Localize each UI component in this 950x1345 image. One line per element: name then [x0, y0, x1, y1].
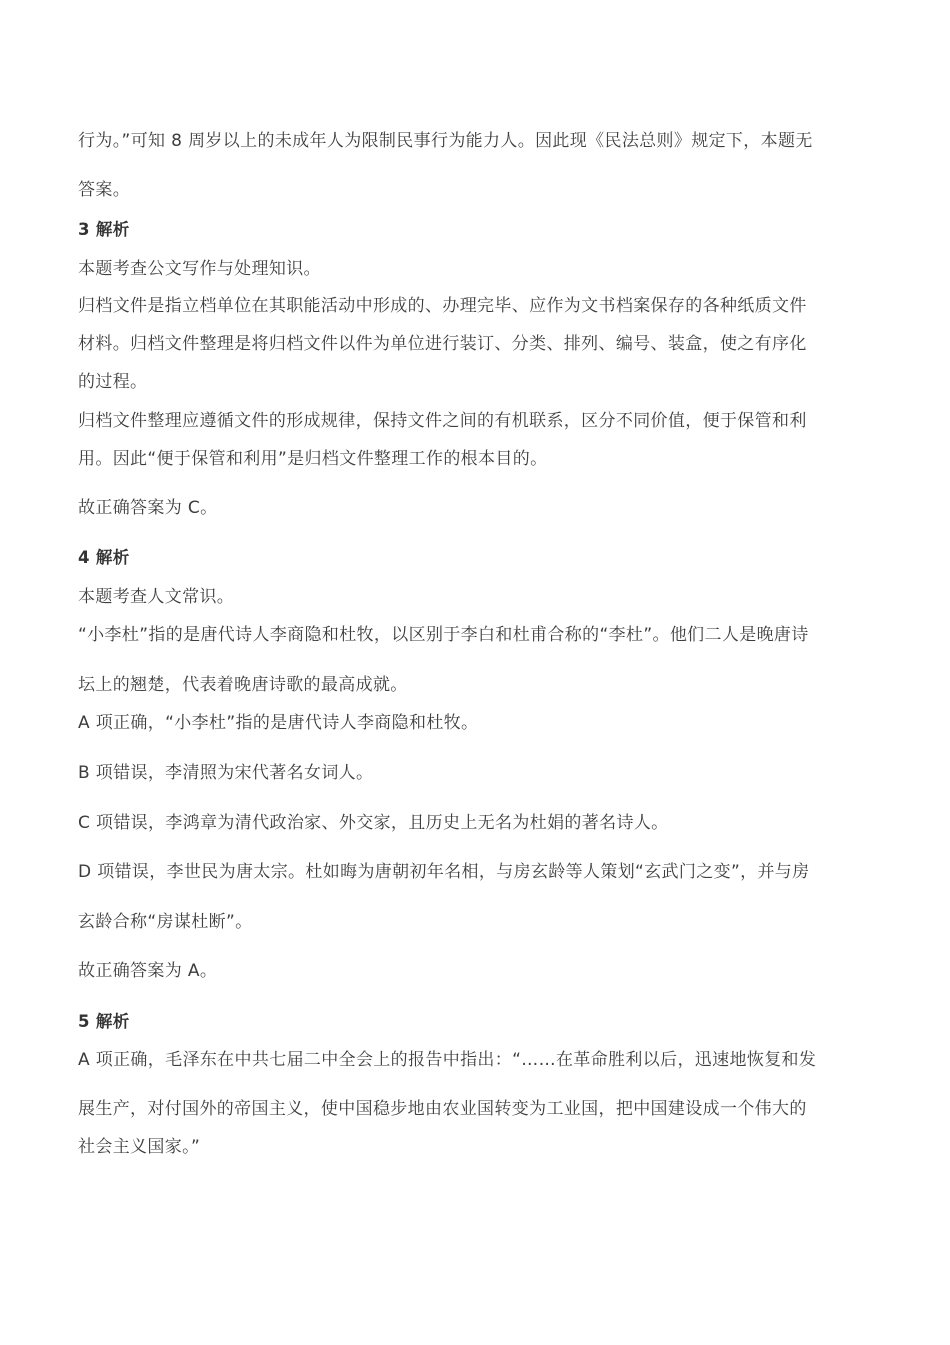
paragraph-line: A 项正确，“小李杜”指的是唐代诗人李商隐和杜牧。 — [78, 713, 479, 733]
answer-line: 故正确答案为 C。 — [78, 498, 218, 518]
paragraph-line: 归档文件是指立档单位在其职能活动中形成的、办理完毕、应作为文书档案保存的各种纸质文件 — [78, 296, 807, 316]
paragraph-line: D 项错误，李世民为唐太宗。杜如晦为唐朝初年名相，与房玄龄等人策划“玄武门之变”，并与房 — [78, 862, 810, 882]
paragraph-line: 坛上的翘楚，代表着晚唐诗歌的最高成就。 — [78, 675, 408, 695]
paragraph-line: 材料。归档文件整理是将归档文件以件为单位进行装订、分类、排列、编号、装盒，使之有序化 — [78, 334, 807, 354]
section-heading-4: 4 解析 — [78, 548, 130, 567]
paragraph-line: 答案。 — [78, 180, 131, 200]
paragraph-line: 归档文件整理应遵循文件的形成规律，保持文件之间的有机联系，区分不同价值，便于保管和利 — [78, 411, 807, 431]
paragraph-line: 行为。”可知 8 周岁以上的未成年人为限制民事行为能力人。因此现《民法总则》规定下，本题无 — [78, 131, 813, 151]
paragraph-line: 社会主义国家。” — [78, 1137, 201, 1157]
paragraph-line: 展生产，对付国外的帝国主义，使中国稳步地由农业国转变为工业国，把中国建设成一个伟大的 — [78, 1099, 807, 1119]
answer-line: 故正确答案为 A。 — [78, 961, 218, 981]
paragraph-line: 用。因此“便于保管和利用”是归档文件整理工作的根本目的。 — [78, 449, 548, 469]
paragraph-line: B 项错误，李清照为宋代著名女词人。 — [78, 763, 374, 783]
paragraph-line: 玄龄合称“房谋杜断”。 — [78, 912, 253, 932]
section-heading-5: 5 解析 — [78, 1012, 130, 1031]
paragraph-line: 本题考查人文常识。 — [78, 587, 235, 607]
paragraph-line: 本题考查公文写作与处理知识。 — [78, 259, 321, 279]
paragraph-line: C 项错误，李鸿章为清代政治家、外交家，且历史上无名为杜娟的著名诗人。 — [78, 813, 669, 833]
paragraph-line: A 项正确，毛泽东在中共七届二中全会上的报告中指出：“……在革命胜利以后，迅速地恢复和发 — [78, 1050, 817, 1070]
paragraph-line: “小李杜”指的是唐代诗人李商隐和杜牧，以区别于李白和杜甫合称的“李杜”。他们二人是晚唐诗 — [78, 625, 809, 645]
paragraph-line: 的过程。 — [78, 372, 148, 392]
section-heading-3: 3 解析 — [78, 220, 130, 239]
